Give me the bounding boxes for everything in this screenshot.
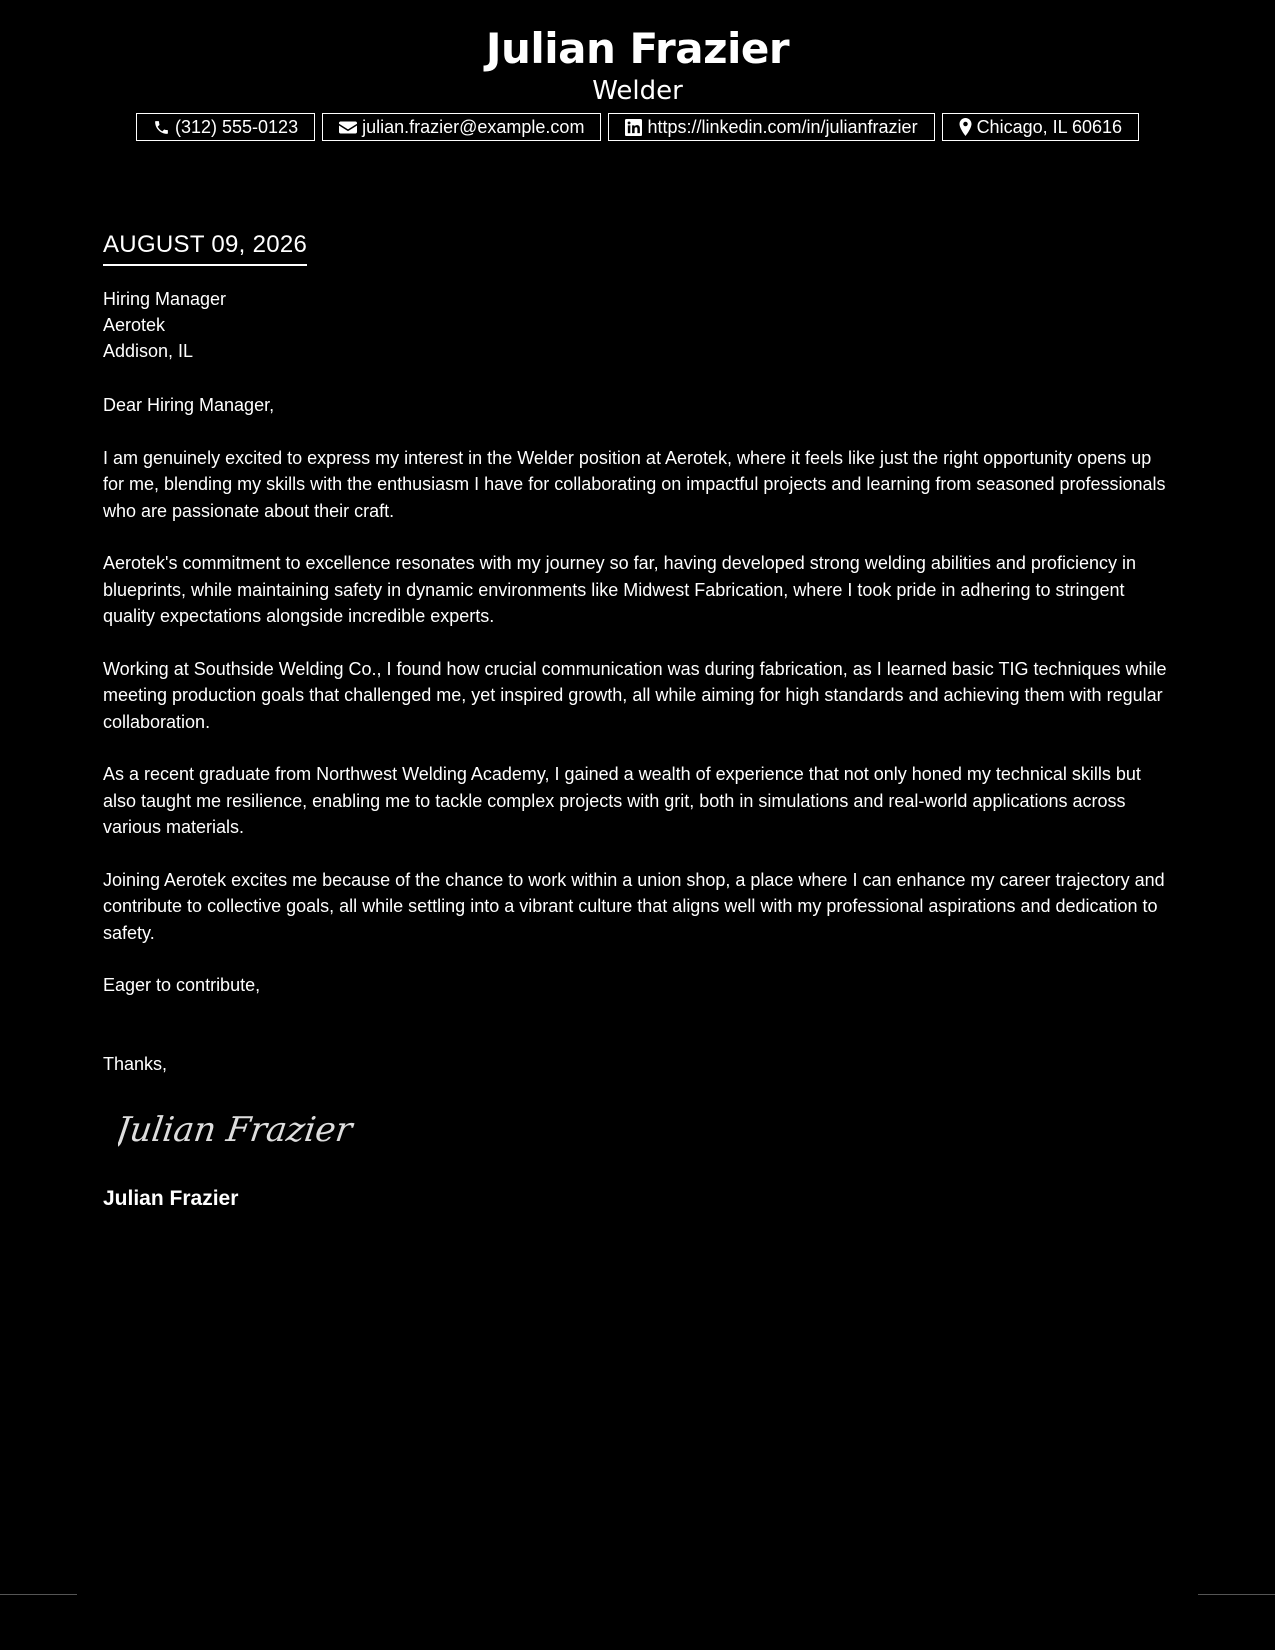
- bottom-right-rule: [1198, 1594, 1275, 1595]
- closing-line: Eager to contribute,: [103, 975, 261, 995]
- bottom-left-rule: [0, 1594, 77, 1595]
- letter-header: [0, 22, 1275, 106]
- paragraph-2: Aerotek's commitment to excellence resonates with my journey so far, having developed strong welding abilities and proficiency in blueprints, while maintaining safety in dynamic environments like Midwest Fabrication, where I took pride in adhering to stringent quality expectations alongside incredible experts.: [103, 553, 1136, 626]
- contact-bar: [0, 113, 1275, 141]
- svg-text:Julian Frazier: Julian Frazier: [118, 1110, 355, 1150]
- linkedin-icon: [625, 119, 642, 136]
- greeting: Dear Hiring Manager,: [103, 395, 275, 415]
- letter-body: [103, 228, 1173, 1213]
- handwritten-signature: [118, 1105, 358, 1155]
- applicant-title: Welder: [592, 76, 683, 106]
- phone-icon: [153, 119, 170, 136]
- linkedin-text: https://linkedin.com/in/julianfrazier: [647, 116, 918, 137]
- location-text: Chicago, IL 60616: [976, 116, 1123, 137]
- recipient-title: Hiring Manager: [103, 289, 227, 309]
- email-text: julian.frazier@example.com: [362, 116, 585, 137]
- envelope-icon: [339, 120, 357, 135]
- paragraph-1: I am genuinely excited to express my interest in the Welder position at Aerotek, where it feels like just the right opportunity opens up for me, blending my skills with the enthusiasm I have for collaborating on impactful projects and learning from seasoned professionals who are passionate about their craft.: [103, 447, 1166, 521]
- phone-text: (312) 555-0123: [174, 116, 299, 137]
- applicant-name: Julian Frazier: [485, 24, 790, 73]
- recipient-location: Addison, IL: [103, 341, 194, 361]
- contact-phone[interactable]: [136, 113, 315, 141]
- paragraph-4: As a recent graduate from Northwest Welding Academy, I gained a wealth of experience that not only honed my technical skills but also taught me resilience, enabling me to tackle complex projects with grit, both in simulations and real-world applications across various materials.: [103, 764, 1141, 837]
- map-pin-icon: [959, 118, 972, 136]
- paragraph-3: Working at Southside Welding Co., I found how crucial communication was during fabrication, as I learned basic TIG techniques while meeting production goals that challenged me, yet inspired growth, all while aiming for high standards and achieving them with regular collaboration.: [103, 658, 1167, 732]
- signer-name: Julian Frazier: [103, 1187, 239, 1210]
- recipient-company: Aerotek: [103, 315, 166, 335]
- contact-email[interactable]: [322, 113, 601, 141]
- letter-date: AUGUST 09, 2026: [103, 228, 307, 266]
- recipient-block: [103, 286, 1173, 364]
- signoff: Thanks,: [103, 1053, 168, 1074]
- paragraph-5: Joining Aerotek excites me because of the chance to work within a union shop, a place where I can enhance my career trajectory and contribute to collective goals, all while settling into a vibrant culture that aligns well with my professional aspirations and dedication to safety.: [103, 869, 1165, 943]
- contact-linkedin[interactable]: [608, 113, 934, 141]
- contact-location[interactable]: [942, 113, 1139, 141]
